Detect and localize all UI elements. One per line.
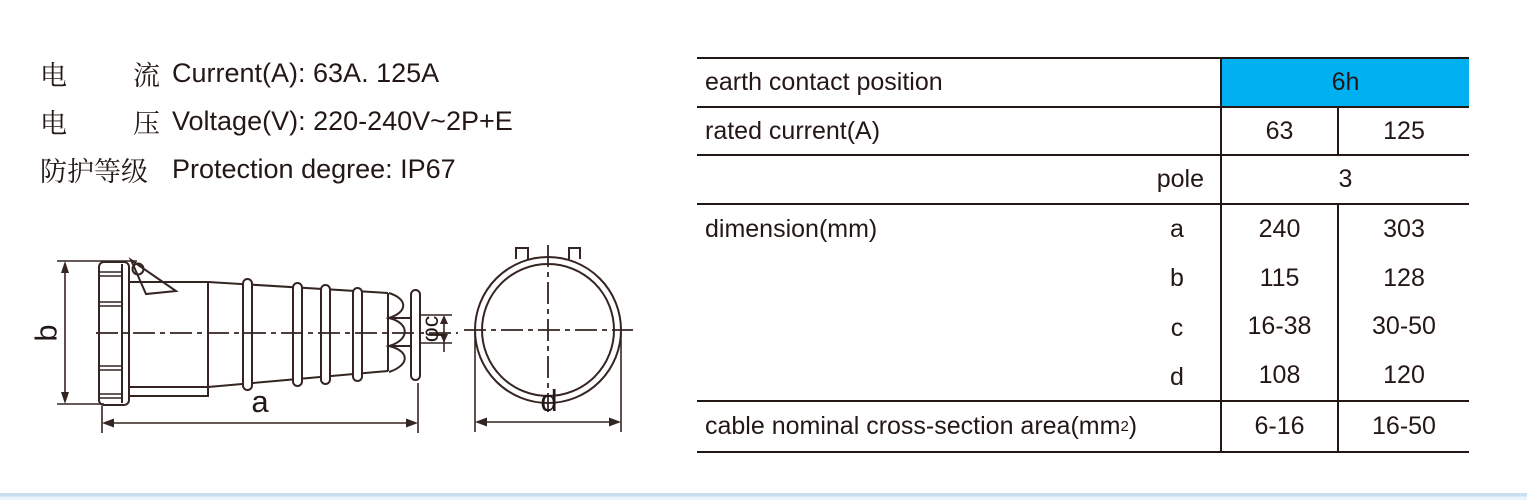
spec-en-protection: Protection degree: IP67 bbox=[172, 153, 456, 184]
dimension-values-63 bbox=[1220, 205, 1337, 400]
dim-b-125: 128 bbox=[1383, 263, 1425, 292]
dimension-d-label: d bbox=[540, 383, 558, 418]
dim-d-125: 120 bbox=[1383, 361, 1425, 390]
zh-char: 电 bbox=[40, 60, 67, 91]
dim-c-63: 16-38 bbox=[1247, 312, 1312, 341]
connector-side-view bbox=[96, 260, 458, 405]
spec-table bbox=[697, 57, 1469, 453]
zh-char: 防护等级 bbox=[40, 156, 148, 187]
cable-label-prefix: cable nominal cross-section area(mm bbox=[705, 412, 1121, 440]
dim-c-125: 30-50 bbox=[1372, 312, 1436, 341]
cable-area-label: cable nominal cross-section area(mm 2 ) bbox=[705, 412, 1138, 440]
rated-current-63: 63 bbox=[1220, 108, 1337, 154]
dimension-label-cell bbox=[697, 205, 1220, 400]
dimension-letter-c: c bbox=[1170, 313, 1184, 342]
table-row-dimensions bbox=[697, 205, 1469, 402]
pole-value: 3 bbox=[1220, 156, 1469, 203]
table-row-earth-position bbox=[697, 59, 1469, 108]
dimension-letter-column bbox=[1134, 205, 1220, 402]
pole-label: pole bbox=[1156, 165, 1204, 193]
dimension-b-label: b bbox=[28, 324, 64, 342]
earth-position-value-cell: 6h bbox=[1220, 59, 1469, 106]
spec-en-voltage: Voltage(V): 220-240V~2P+E bbox=[172, 105, 513, 136]
footer-accent-strip bbox=[0, 492, 1527, 500]
rated-current-125: 125 bbox=[1337, 108, 1469, 154]
cable-area-125: 16-50 bbox=[1337, 402, 1469, 451]
dim-d-63: 108 bbox=[1258, 361, 1301, 390]
dimension-letter-d: d bbox=[1170, 362, 1184, 391]
connector-technical-drawing bbox=[0, 0, 680, 470]
earth-position-label: earth contact position bbox=[705, 68, 943, 96]
dimension-title: dimension(mm) bbox=[705, 215, 878, 243]
dimension-c-label: φc bbox=[417, 315, 443, 343]
dim-a-125: 303 bbox=[1383, 214, 1425, 243]
zh-char: 压 bbox=[133, 108, 160, 139]
dimension-a-label: a bbox=[251, 384, 269, 419]
dimension-values-125 bbox=[1337, 205, 1469, 400]
table-row-cable-area bbox=[697, 402, 1469, 453]
dimension-letter-a: a bbox=[1170, 215, 1184, 244]
rated-current-label: rated current(A) bbox=[705, 116, 881, 145]
table-row-rated-current bbox=[697, 108, 1469, 156]
spec-en-current: Current(A): 63A. 125A bbox=[172, 57, 440, 88]
table-row-pole bbox=[697, 156, 1469, 205]
zh-char: 流 bbox=[133, 60, 160, 91]
cable-area-63: 6-16 bbox=[1220, 402, 1337, 451]
dimension-letter-b: b bbox=[1170, 264, 1184, 293]
dim-a-63: 240 bbox=[1258, 214, 1301, 243]
dim-b-63: 115 bbox=[1259, 263, 1300, 292]
zh-char: 电 bbox=[40, 108, 67, 139]
cable-label-suffix: ) bbox=[1128, 412, 1138, 440]
